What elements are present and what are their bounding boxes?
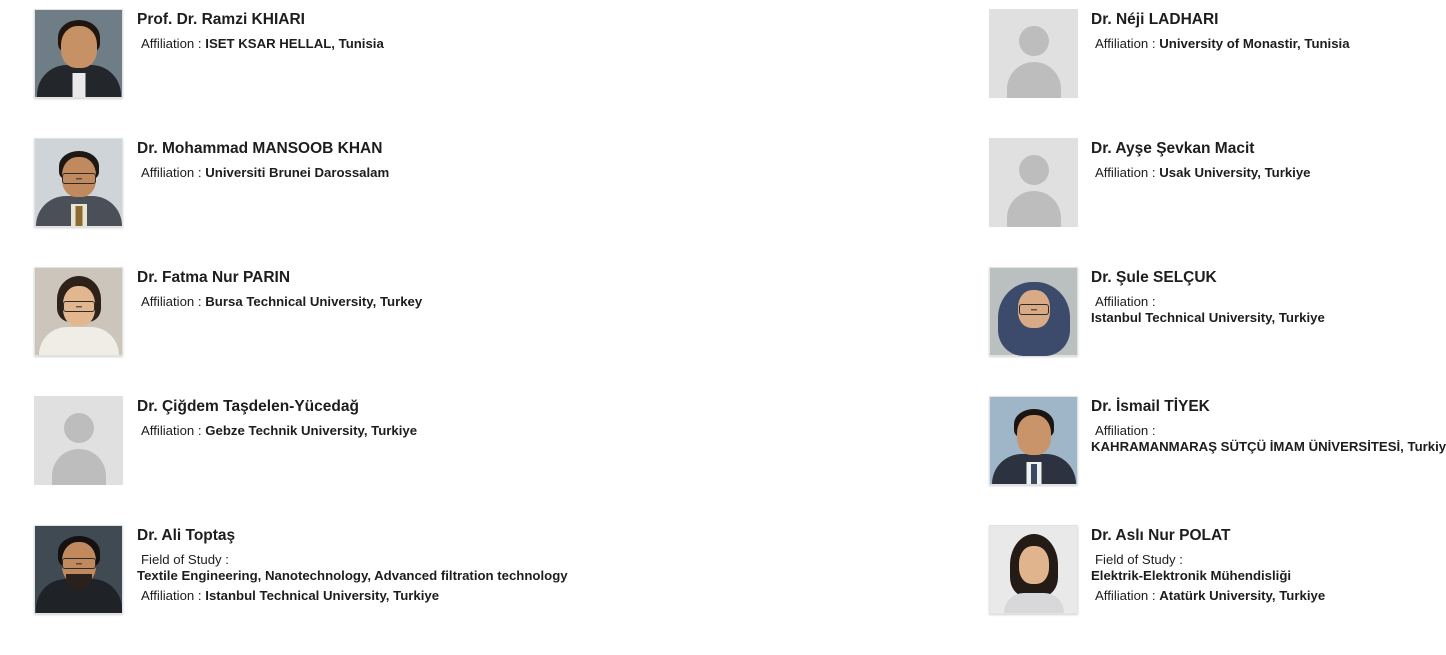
person-card [495, 387, 1446, 516]
person-name: Dr. Mohammad MANSOOB KHAN [137, 140, 383, 157]
affiliation-value: Bursa Technical University, Turkey [205, 293, 423, 309]
person-affiliation [137, 37, 384, 50]
affiliation-label: Affiliation : [141, 164, 202, 180]
person-affiliation [1091, 37, 1350, 50]
person-affiliation-label-line [1091, 424, 1446, 437]
person-photo [34, 9, 123, 98]
person-affiliation [1091, 166, 1311, 179]
avatar-body-icon [1007, 191, 1061, 227]
affiliation-label: Affiliation : [1095, 587, 1156, 603]
affiliation-label: Affiliation : [141, 35, 202, 51]
person-text [1091, 525, 1325, 609]
affiliation-label: Affiliation : [141, 587, 202, 603]
person-name: Dr. Çiğdem Taşdelen-Yücedağ [137, 398, 359, 415]
person-name: Dr. Aslı Nur POLAT [1091, 527, 1231, 544]
affiliation-label: Affiliation : [1095, 293, 1156, 309]
affiliation-value: ISET KSAR HELLAL, Tunisia [205, 35, 384, 51]
person-name: Dr. Şule SELÇUK [1091, 269, 1217, 286]
affiliation-value: University of Monastir, Tunisia [1159, 35, 1350, 51]
avatar-body-icon [1007, 62, 1061, 98]
affiliation-value: KAHRAMANMARAŞ SÜTÇÜ İMAM ÜNİVERSİTESİ, Turkiy [1091, 438, 1446, 454]
avatar-head-icon [1019, 26, 1049, 56]
person-name: Dr. Ali Toptaş [137, 527, 236, 544]
person-affiliation [137, 424, 417, 437]
field-of-study-label: Field of Study : [141, 551, 229, 567]
person-photo [34, 525, 123, 614]
avatar-body-icon [52, 449, 106, 485]
affiliation-label: Affiliation : [141, 422, 202, 438]
person-affiliation-label-line [1091, 295, 1325, 308]
person-photo-placeholder [989, 138, 1078, 227]
person-card [0, 516, 568, 645]
person-text [1091, 9, 1350, 57]
affiliation-value: Usak University, Turkiye [1159, 164, 1311, 180]
person-card [495, 0, 1350, 129]
person-text [1091, 138, 1311, 186]
affiliation-label: Affiliation : [1095, 422, 1156, 438]
person-text [137, 396, 417, 444]
affiliation-label: Affiliation : [1095, 35, 1156, 51]
person-name: Dr. Néji LADHARI [1091, 11, 1219, 28]
person-card [0, 258, 495, 387]
person-text [1091, 267, 1325, 331]
person-photo [34, 138, 123, 227]
person-card [0, 129, 495, 258]
person-text [1091, 396, 1446, 460]
affiliation-value: Atatürk University, Turkiye [1159, 587, 1326, 603]
person-photo [989, 525, 1078, 614]
person-photo-placeholder [34, 396, 123, 485]
person-photo-placeholder [989, 9, 1078, 98]
person-card [495, 258, 1325, 387]
field-of-study-value: Elektrik-Elektronik Mühendisliği [1091, 567, 1292, 583]
field-of-study-value: Textile Engineering, Nanotechnology, Advanced filtration technology [137, 567, 568, 583]
avatar-head-icon [64, 413, 94, 443]
person-card [495, 516, 1326, 645]
person-name: Prof. Dr. Ramzi KHIARI [137, 11, 305, 28]
person-card [0, 0, 495, 129]
person-affiliation [137, 166, 389, 179]
person-photo [989, 396, 1078, 485]
affiliation-value: Gebze Technik University, Turkiye [205, 422, 418, 438]
person-name: Dr. İsmail TİYEK [1091, 398, 1210, 415]
person-text [137, 9, 384, 57]
person-name: Dr. Ayşe Şevkan Macit [1091, 140, 1255, 157]
avatar-head-icon [1019, 155, 1049, 185]
field-of-study-label-line [1091, 553, 1325, 566]
affiliation-value: Istanbul Technical University, Turkiye [205, 587, 440, 603]
person-card [495, 129, 1311, 258]
affiliation-value: Universiti Brunei Darossalam [205, 164, 390, 180]
person-name: Dr. Fatma Nur PARIN [137, 269, 291, 286]
person-photo [989, 267, 1078, 356]
person-card [0, 387, 495, 516]
affiliation-label: Affiliation : [1095, 164, 1156, 180]
field-of-study-label: Field of Study : [1095, 551, 1183, 567]
person-text [137, 267, 422, 315]
affiliation-value: Istanbul Technical University, Turkiye [1091, 309, 1325, 325]
person-affiliation [137, 295, 422, 308]
affiliation-label: Affiliation : [141, 293, 202, 309]
person-text [137, 138, 389, 186]
person-affiliation [1091, 589, 1325, 602]
person-photo [34, 267, 123, 356]
